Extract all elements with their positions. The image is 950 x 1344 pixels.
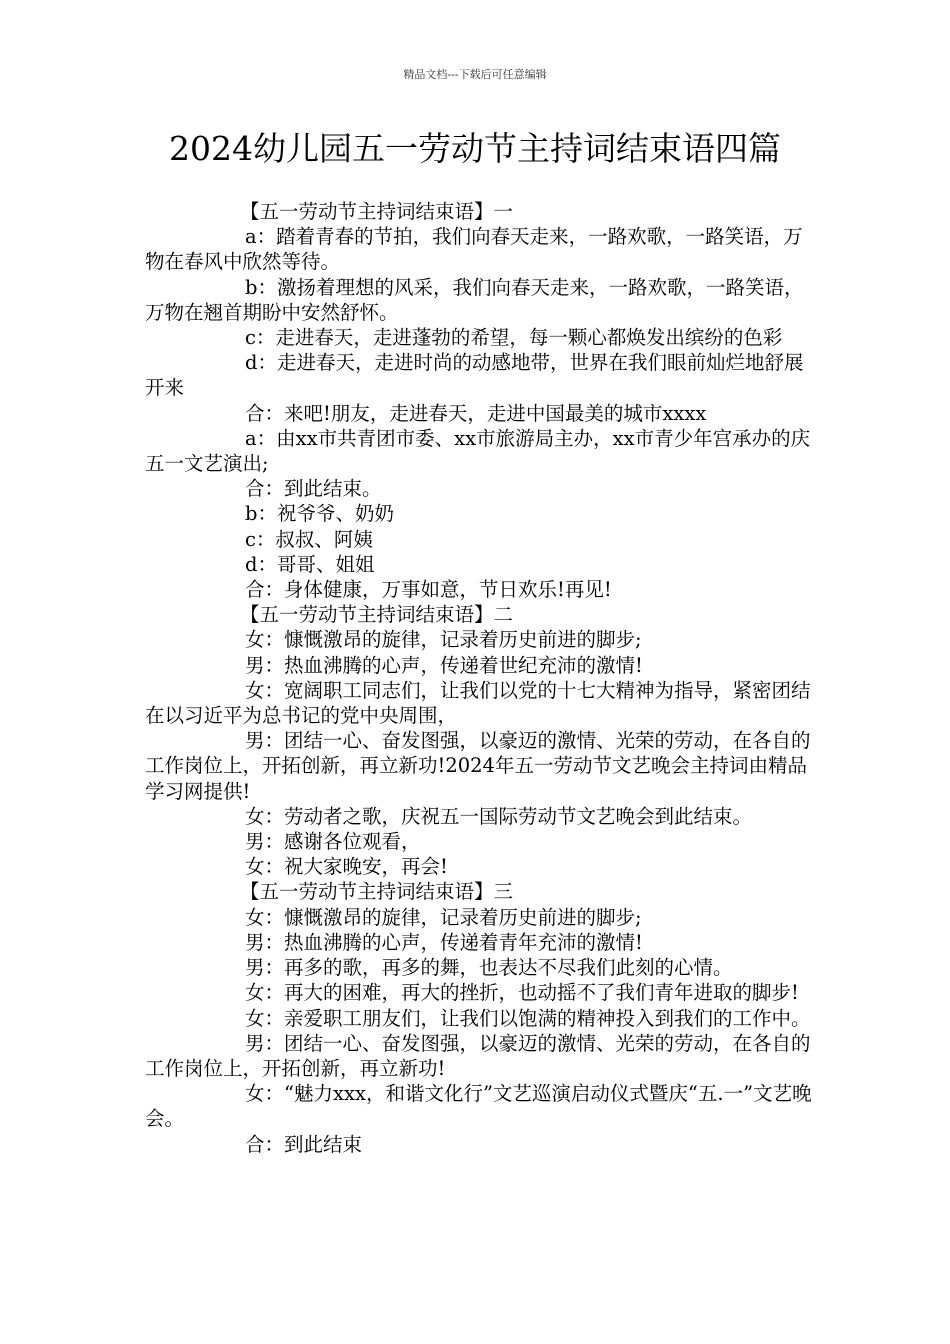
- dialogue-line: 男：团结一心、奋发图强，以豪迈的激情、光荣的劳动，在各自的工作岗位上，开拓创新，再立新功!2024年五一劳动节文艺晚会主持词由精品学习网提供!: [145, 729, 811, 803]
- dialogue-line: b：激扬着理想的风采，我们向春天走来，一路欢歌，一路笑语，万物在翘首期盼中安然舒怀。: [145, 275, 804, 324]
- dialogue-line: c：叔叔、阿姨: [245, 527, 373, 551]
- dialogue-line: a：由xx市共青团市委、xx市旅游局主办，xx市青少年宫承办的庆五一文艺演出;: [145, 426, 811, 476]
- header-note: 精品文档---下载后可任意编辑: [403, 68, 547, 81]
- dialogue-line: c：走进春天，走进蓬勃的希望，每一颗心都焕发出缤纷的色彩: [245, 326, 783, 350]
- dialogue-line: d：走进春天，走进时尚的动感地带，世界在我们眼前灿烂地舒展开来: [145, 351, 804, 400]
- dialogue-line: 合：来吧!朋友，走进春天，走进中国最美的城市xxxx: [245, 401, 707, 425]
- dialogue-line: 女：劳动者之歌，庆祝五一国际劳动节文艺晚会到此结束。: [245, 804, 753, 828]
- dialogue-line: 男：热血沸腾的心声，传递着世纪充沛的激情!: [245, 653, 643, 677]
- dialogue-line: 男：团结一心、奋发图强，以豪迈的激情、光荣的劳动，在各自的工作岗位上，开拓创新，再立新功!: [145, 1031, 811, 1080]
- section-heading: 【五一劳动节主持词结束语】三: [240, 880, 514, 904]
- document-title: 2024幼儿园五一劳动节主持词结束语四篇: [169, 129, 781, 168]
- dialogue-line: 男：热血沸腾的心声，传递着青年充沛的激情!: [245, 930, 643, 954]
- dialogue-line: 男：再多的歌，再多的舞，也表达不尽我们此刻的心情。: [245, 956, 733, 980]
- dialogue-line: 女：亲爱职工朋友们，让我们以饱满的精神投入到我们的工作中。: [245, 1006, 811, 1030]
- dialogue-line: b：祝爷爷、奶奶: [245, 502, 394, 526]
- dialogue-line: 合：到此结束。: [245, 477, 382, 501]
- dialogue-line: 男：感谢各位观看，: [245, 830, 421, 854]
- dialogue-line: 女：宽阔职工同志们，让我们以党的十七大精神为指导，紧密团结在以习近平为总书记的党中央周围，: [145, 678, 811, 728]
- dialogue-line: 合：身体健康，万事如意，节日欢乐!再见!: [245, 578, 612, 602]
- dialogue-line: 女：祝大家晚安，再会!: [245, 855, 448, 879]
- section-heading: 【五一劳动节主持词结束语】一: [240, 200, 514, 223]
- dialogue-line: a：踏着青春的节拍，我们向春天走来，一路欢歌，一路笑语，万物在春风中欣然等待。: [145, 225, 803, 274]
- section-heading: 【五一劳动节主持词结束语】二: [240, 603, 514, 627]
- dialogue-line: 女：“魅力xxx，和谐文化行”文艺巡演启动仪式暨庆“五.一”文艺晚会。: [145, 1082, 812, 1131]
- dialogue-line: 女：再大的困难，再大的挫折，也动摇不了我们青年进取的脚步!: [245, 981, 799, 1005]
- dialogue-line: 合：到此结束: [245, 1132, 363, 1156]
- dialogue-line: 女：慷慨激昂的旋律，记录着历史前进的脚步;: [245, 905, 642, 929]
- dialogue-line: d：哥哥、姐姐: [245, 552, 375, 576]
- document-body: [145, 199, 815, 1157]
- dialogue-line: 女：慷慨激昂的旋律，记录着历史前进的脚步;: [245, 628, 642, 652]
